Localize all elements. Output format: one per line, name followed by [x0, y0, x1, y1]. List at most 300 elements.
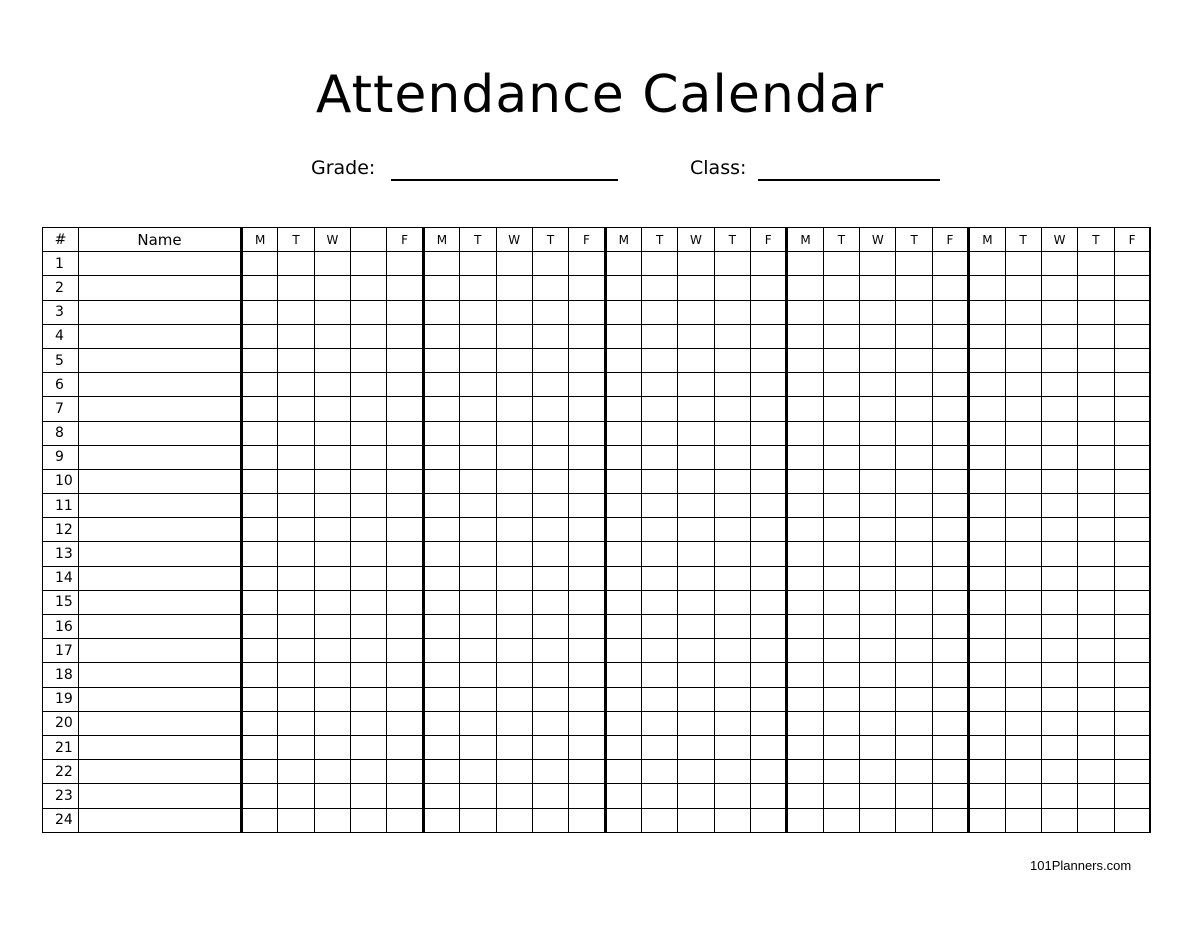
attendance-cell[interactable]	[278, 373, 314, 397]
attendance-cell[interactable]	[860, 324, 896, 348]
attendance-cell[interactable]	[569, 711, 605, 735]
attendance-cell[interactable]	[532, 469, 568, 493]
attendance-cell[interactable]	[641, 663, 677, 687]
student-name-cell[interactable]	[79, 760, 242, 784]
attendance-cell[interactable]	[641, 615, 677, 639]
attendance-cell[interactable]	[714, 348, 750, 372]
attendance-cell[interactable]	[751, 711, 787, 735]
attendance-cell[interactable]	[714, 397, 750, 421]
attendance-cell[interactable]	[1114, 445, 1150, 469]
attendance-cell[interactable]	[496, 687, 532, 711]
attendance-cell[interactable]	[714, 760, 750, 784]
student-name-cell[interactable]	[79, 518, 242, 542]
attendance-cell[interactable]	[969, 735, 1005, 759]
attendance-cell[interactable]	[1078, 711, 1114, 735]
attendance-cell[interactable]	[532, 639, 568, 663]
attendance-cell[interactable]	[1041, 615, 1077, 639]
attendance-cell[interactable]	[1078, 276, 1114, 300]
attendance-cell[interactable]	[1078, 373, 1114, 397]
attendance-cell[interactable]	[496, 542, 532, 566]
attendance-cell[interactable]	[423, 469, 459, 493]
attendance-cell[interactable]	[1041, 590, 1077, 614]
attendance-cell[interactable]	[605, 663, 641, 687]
attendance-cell[interactable]	[714, 735, 750, 759]
attendance-cell[interactable]	[605, 615, 641, 639]
attendance-cell[interactable]	[860, 373, 896, 397]
attendance-cell[interactable]	[242, 711, 278, 735]
attendance-cell[interactable]	[1114, 300, 1150, 324]
attendance-cell[interactable]	[532, 252, 568, 276]
attendance-cell[interactable]	[569, 784, 605, 808]
attendance-cell[interactable]	[714, 542, 750, 566]
attendance-cell[interactable]	[532, 324, 568, 348]
attendance-cell[interactable]	[1078, 735, 1114, 759]
attendance-cell[interactable]	[423, 300, 459, 324]
attendance-cell[interactable]	[569, 276, 605, 300]
attendance-cell[interactable]	[1114, 615, 1150, 639]
attendance-cell[interactable]	[242, 373, 278, 397]
attendance-cell[interactable]	[932, 397, 968, 421]
attendance-cell[interactable]	[314, 566, 350, 590]
attendance-cell[interactable]	[787, 615, 823, 639]
attendance-cell[interactable]	[860, 639, 896, 663]
attendance-cell[interactable]	[932, 445, 968, 469]
attendance-cell[interactable]	[242, 276, 278, 300]
attendance-cell[interactable]	[387, 518, 423, 542]
attendance-cell[interactable]	[605, 518, 641, 542]
attendance-cell[interactable]	[678, 590, 714, 614]
attendance-cell[interactable]	[496, 252, 532, 276]
attendance-cell[interactable]	[860, 252, 896, 276]
attendance-cell[interactable]	[896, 566, 932, 590]
attendance-cell[interactable]	[787, 518, 823, 542]
attendance-cell[interactable]	[751, 784, 787, 808]
attendance-cell[interactable]	[932, 639, 968, 663]
attendance-cell[interactable]	[423, 615, 459, 639]
attendance-cell[interactable]	[242, 494, 278, 518]
attendance-cell[interactable]	[387, 348, 423, 372]
attendance-cell[interactable]	[605, 590, 641, 614]
attendance-cell[interactable]	[351, 252, 387, 276]
attendance-cell[interactable]	[969, 590, 1005, 614]
attendance-cell[interactable]	[278, 663, 314, 687]
attendance-cell[interactable]	[678, 348, 714, 372]
attendance-cell[interactable]	[242, 469, 278, 493]
attendance-cell[interactable]	[678, 784, 714, 808]
attendance-cell[interactable]	[823, 566, 859, 590]
student-name-cell[interactable]	[79, 566, 242, 590]
attendance-cell[interactable]	[496, 639, 532, 663]
attendance-cell[interactable]	[641, 421, 677, 445]
attendance-cell[interactable]	[678, 518, 714, 542]
attendance-cell[interactable]	[1005, 784, 1041, 808]
attendance-cell[interactable]	[787, 663, 823, 687]
attendance-cell[interactable]	[751, 687, 787, 711]
attendance-cell[interactable]	[351, 542, 387, 566]
attendance-cell[interactable]	[823, 373, 859, 397]
attendance-cell[interactable]	[751, 590, 787, 614]
attendance-cell[interactable]	[314, 735, 350, 759]
attendance-cell[interactable]	[532, 494, 568, 518]
attendance-cell[interactable]	[278, 276, 314, 300]
attendance-cell[interactable]	[351, 687, 387, 711]
attendance-cell[interactable]	[314, 397, 350, 421]
attendance-cell[interactable]	[278, 445, 314, 469]
attendance-cell[interactable]	[314, 711, 350, 735]
grade-field[interactable]	[391, 179, 618, 181]
attendance-cell[interactable]	[1005, 469, 1041, 493]
attendance-cell[interactable]	[242, 784, 278, 808]
attendance-cell[interactable]	[1005, 615, 1041, 639]
attendance-cell[interactable]	[896, 687, 932, 711]
attendance-cell[interactable]	[569, 373, 605, 397]
attendance-cell[interactable]	[532, 760, 568, 784]
attendance-cell[interactable]	[569, 252, 605, 276]
attendance-cell[interactable]	[932, 518, 968, 542]
attendance-cell[interactable]	[1114, 566, 1150, 590]
attendance-cell[interactable]	[1114, 639, 1150, 663]
attendance-cell[interactable]	[641, 639, 677, 663]
attendance-cell[interactable]	[351, 397, 387, 421]
attendance-cell[interactable]	[751, 469, 787, 493]
attendance-cell[interactable]	[641, 252, 677, 276]
attendance-cell[interactable]	[605, 469, 641, 493]
attendance-cell[interactable]	[569, 735, 605, 759]
attendance-cell[interactable]	[278, 348, 314, 372]
attendance-cell[interactable]	[787, 687, 823, 711]
attendance-cell[interactable]	[896, 663, 932, 687]
attendance-cell[interactable]	[569, 808, 605, 832]
attendance-cell[interactable]	[532, 784, 568, 808]
attendance-cell[interactable]	[532, 276, 568, 300]
attendance-cell[interactable]	[860, 494, 896, 518]
attendance-cell[interactable]	[1114, 808, 1150, 832]
attendance-cell[interactable]	[932, 421, 968, 445]
attendance-cell[interactable]	[242, 348, 278, 372]
attendance-cell[interactable]	[1005, 494, 1041, 518]
attendance-cell[interactable]	[460, 687, 496, 711]
attendance-cell[interactable]	[823, 518, 859, 542]
attendance-cell[interactable]	[496, 784, 532, 808]
attendance-cell[interactable]	[969, 542, 1005, 566]
attendance-cell[interactable]	[314, 276, 350, 300]
attendance-cell[interactable]	[969, 397, 1005, 421]
attendance-cell[interactable]	[460, 469, 496, 493]
attendance-cell[interactable]	[351, 494, 387, 518]
attendance-cell[interactable]	[387, 760, 423, 784]
attendance-cell[interactable]	[787, 324, 823, 348]
attendance-cell[interactable]	[1114, 421, 1150, 445]
attendance-cell[interactable]	[823, 300, 859, 324]
attendance-cell[interactable]	[787, 445, 823, 469]
attendance-cell[interactable]	[1114, 760, 1150, 784]
attendance-cell[interactable]	[896, 421, 932, 445]
attendance-cell[interactable]	[387, 566, 423, 590]
attendance-cell[interactable]	[896, 784, 932, 808]
attendance-cell[interactable]	[1041, 373, 1077, 397]
attendance-cell[interactable]	[714, 469, 750, 493]
attendance-cell[interactable]	[1114, 542, 1150, 566]
attendance-cell[interactable]	[423, 348, 459, 372]
attendance-cell[interactable]	[641, 445, 677, 469]
attendance-cell[interactable]	[314, 808, 350, 832]
attendance-cell[interactable]	[678, 494, 714, 518]
attendance-cell[interactable]	[860, 808, 896, 832]
attendance-cell[interactable]	[787, 373, 823, 397]
attendance-cell[interactable]	[969, 445, 1005, 469]
attendance-cell[interactable]	[787, 300, 823, 324]
attendance-cell[interactable]	[242, 542, 278, 566]
attendance-cell[interactable]	[1078, 615, 1114, 639]
attendance-cell[interactable]	[387, 494, 423, 518]
attendance-cell[interactable]	[605, 445, 641, 469]
attendance-cell[interactable]	[714, 421, 750, 445]
attendance-cell[interactable]	[932, 542, 968, 566]
attendance-cell[interactable]	[896, 735, 932, 759]
attendance-cell[interactable]	[278, 760, 314, 784]
attendance-cell[interactable]	[1041, 687, 1077, 711]
attendance-cell[interactable]	[387, 542, 423, 566]
attendance-cell[interactable]	[860, 469, 896, 493]
attendance-cell[interactable]	[823, 639, 859, 663]
attendance-cell[interactable]	[460, 300, 496, 324]
attendance-cell[interactable]	[423, 252, 459, 276]
attendance-cell[interactable]	[641, 300, 677, 324]
attendance-cell[interactable]	[641, 711, 677, 735]
attendance-cell[interactable]	[460, 711, 496, 735]
attendance-cell[interactable]	[896, 373, 932, 397]
attendance-cell[interactable]	[423, 518, 459, 542]
attendance-cell[interactable]	[969, 494, 1005, 518]
attendance-cell[interactable]	[423, 663, 459, 687]
attendance-cell[interactable]	[896, 590, 932, 614]
attendance-cell[interactable]	[969, 615, 1005, 639]
attendance-cell[interactable]	[678, 300, 714, 324]
attendance-cell[interactable]	[1114, 494, 1150, 518]
student-name-cell[interactable]	[79, 397, 242, 421]
student-name-cell[interactable]	[79, 494, 242, 518]
attendance-cell[interactable]	[569, 518, 605, 542]
attendance-cell[interactable]	[314, 687, 350, 711]
attendance-cell[interactable]	[351, 276, 387, 300]
attendance-cell[interactable]	[787, 348, 823, 372]
attendance-cell[interactable]	[605, 397, 641, 421]
attendance-cell[interactable]	[787, 421, 823, 445]
attendance-cell[interactable]	[969, 639, 1005, 663]
attendance-cell[interactable]	[242, 252, 278, 276]
attendance-cell[interactable]	[532, 348, 568, 372]
attendance-cell[interactable]	[823, 711, 859, 735]
attendance-cell[interactable]	[896, 276, 932, 300]
attendance-cell[interactable]	[423, 445, 459, 469]
attendance-cell[interactable]	[860, 348, 896, 372]
attendance-cell[interactable]	[532, 808, 568, 832]
attendance-cell[interactable]	[314, 324, 350, 348]
attendance-cell[interactable]	[1114, 397, 1150, 421]
attendance-cell[interactable]	[314, 373, 350, 397]
attendance-cell[interactable]	[387, 469, 423, 493]
attendance-cell[interactable]	[751, 494, 787, 518]
attendance-cell[interactable]	[860, 687, 896, 711]
attendance-cell[interactable]	[932, 252, 968, 276]
attendance-cell[interactable]	[1041, 494, 1077, 518]
attendance-cell[interactable]	[714, 711, 750, 735]
attendance-cell[interactable]	[423, 808, 459, 832]
attendance-cell[interactable]	[278, 590, 314, 614]
attendance-cell[interactable]	[460, 808, 496, 832]
attendance-cell[interactable]	[678, 542, 714, 566]
attendance-cell[interactable]	[714, 518, 750, 542]
attendance-cell[interactable]	[1114, 324, 1150, 348]
attendance-cell[interactable]	[678, 760, 714, 784]
attendance-cell[interactable]	[351, 566, 387, 590]
attendance-cell[interactable]	[314, 445, 350, 469]
attendance-cell[interactable]	[423, 373, 459, 397]
attendance-cell[interactable]	[1041, 542, 1077, 566]
attendance-cell[interactable]	[751, 348, 787, 372]
attendance-cell[interactable]	[787, 711, 823, 735]
student-name-cell[interactable]	[79, 639, 242, 663]
student-name-cell[interactable]	[79, 421, 242, 445]
attendance-cell[interactable]	[787, 784, 823, 808]
attendance-cell[interactable]	[751, 566, 787, 590]
attendance-cell[interactable]	[460, 735, 496, 759]
attendance-cell[interactable]	[314, 300, 350, 324]
attendance-cell[interactable]	[423, 421, 459, 445]
attendance-cell[interactable]	[496, 808, 532, 832]
attendance-cell[interactable]	[1078, 252, 1114, 276]
attendance-cell[interactable]	[496, 566, 532, 590]
attendance-cell[interactable]	[387, 711, 423, 735]
attendance-cell[interactable]	[678, 276, 714, 300]
attendance-cell[interactable]	[423, 566, 459, 590]
attendance-cell[interactable]	[1078, 494, 1114, 518]
attendance-cell[interactable]	[242, 421, 278, 445]
attendance-cell[interactable]	[569, 348, 605, 372]
attendance-cell[interactable]	[1078, 639, 1114, 663]
attendance-cell[interactable]	[678, 615, 714, 639]
attendance-cell[interactable]	[751, 760, 787, 784]
attendance-cell[interactable]	[1078, 542, 1114, 566]
attendance-cell[interactable]	[387, 324, 423, 348]
attendance-cell[interactable]	[569, 397, 605, 421]
attendance-cell[interactable]	[605, 421, 641, 445]
attendance-cell[interactable]	[242, 324, 278, 348]
attendance-cell[interactable]	[860, 760, 896, 784]
student-name-cell[interactable]	[79, 300, 242, 324]
attendance-cell[interactable]	[1005, 518, 1041, 542]
attendance-cell[interactable]	[787, 494, 823, 518]
attendance-cell[interactable]	[532, 397, 568, 421]
attendance-cell[interactable]	[932, 615, 968, 639]
attendance-cell[interactable]	[1041, 711, 1077, 735]
attendance-cell[interactable]	[1005, 542, 1041, 566]
attendance-cell[interactable]	[641, 324, 677, 348]
attendance-cell[interactable]	[569, 542, 605, 566]
attendance-cell[interactable]	[569, 615, 605, 639]
attendance-cell[interactable]	[314, 252, 350, 276]
attendance-cell[interactable]	[969, 760, 1005, 784]
student-name-cell[interactable]	[79, 252, 242, 276]
attendance-cell[interactable]	[423, 324, 459, 348]
attendance-cell[interactable]	[860, 397, 896, 421]
attendance-cell[interactable]	[1005, 373, 1041, 397]
attendance-cell[interactable]	[969, 784, 1005, 808]
attendance-cell[interactable]	[278, 421, 314, 445]
student-name-cell[interactable]	[79, 784, 242, 808]
attendance-cell[interactable]	[1114, 687, 1150, 711]
student-name-cell[interactable]	[79, 348, 242, 372]
attendance-cell[interactable]	[314, 590, 350, 614]
attendance-cell[interactable]	[278, 784, 314, 808]
attendance-cell[interactable]	[932, 300, 968, 324]
attendance-cell[interactable]	[896, 397, 932, 421]
attendance-cell[interactable]	[1005, 421, 1041, 445]
attendance-cell[interactable]	[460, 784, 496, 808]
attendance-cell[interactable]	[751, 639, 787, 663]
attendance-cell[interactable]	[605, 735, 641, 759]
attendance-cell[interactable]	[460, 276, 496, 300]
student-name-cell[interactable]	[79, 542, 242, 566]
attendance-cell[interactable]	[896, 252, 932, 276]
attendance-cell[interactable]	[605, 784, 641, 808]
attendance-cell[interactable]	[751, 808, 787, 832]
attendance-cell[interactable]	[823, 348, 859, 372]
student-name-cell[interactable]	[79, 663, 242, 687]
attendance-cell[interactable]	[242, 663, 278, 687]
attendance-cell[interactable]	[278, 566, 314, 590]
attendance-cell[interactable]	[460, 639, 496, 663]
attendance-cell[interactable]	[278, 324, 314, 348]
attendance-cell[interactable]	[751, 663, 787, 687]
attendance-cell[interactable]	[496, 494, 532, 518]
attendance-cell[interactable]	[1078, 566, 1114, 590]
class-field[interactable]	[758, 179, 940, 181]
attendance-cell[interactable]	[860, 590, 896, 614]
attendance-cell[interactable]	[1005, 808, 1041, 832]
attendance-cell[interactable]	[569, 566, 605, 590]
attendance-cell[interactable]	[1041, 808, 1077, 832]
attendance-cell[interactable]	[569, 590, 605, 614]
attendance-cell[interactable]	[314, 542, 350, 566]
attendance-cell[interactable]	[823, 397, 859, 421]
attendance-cell[interactable]	[1005, 760, 1041, 784]
attendance-cell[interactable]	[932, 711, 968, 735]
attendance-cell[interactable]	[423, 542, 459, 566]
attendance-cell[interactable]	[641, 590, 677, 614]
attendance-cell[interactable]	[460, 252, 496, 276]
attendance-cell[interactable]	[969, 663, 1005, 687]
attendance-cell[interactable]	[823, 808, 859, 832]
attendance-cell[interactable]	[823, 276, 859, 300]
attendance-cell[interactable]	[242, 808, 278, 832]
attendance-cell[interactable]	[496, 276, 532, 300]
attendance-cell[interactable]	[278, 542, 314, 566]
attendance-cell[interactable]	[605, 808, 641, 832]
attendance-cell[interactable]	[278, 735, 314, 759]
attendance-cell[interactable]	[823, 421, 859, 445]
attendance-cell[interactable]	[896, 615, 932, 639]
attendance-cell[interactable]	[860, 663, 896, 687]
attendance-cell[interactable]	[387, 373, 423, 397]
student-name-cell[interactable]	[79, 324, 242, 348]
attendance-cell[interactable]	[932, 687, 968, 711]
attendance-cell[interactable]	[460, 615, 496, 639]
attendance-cell[interactable]	[787, 808, 823, 832]
attendance-cell[interactable]	[351, 324, 387, 348]
attendance-cell[interactable]	[242, 518, 278, 542]
attendance-cell[interactable]	[242, 760, 278, 784]
